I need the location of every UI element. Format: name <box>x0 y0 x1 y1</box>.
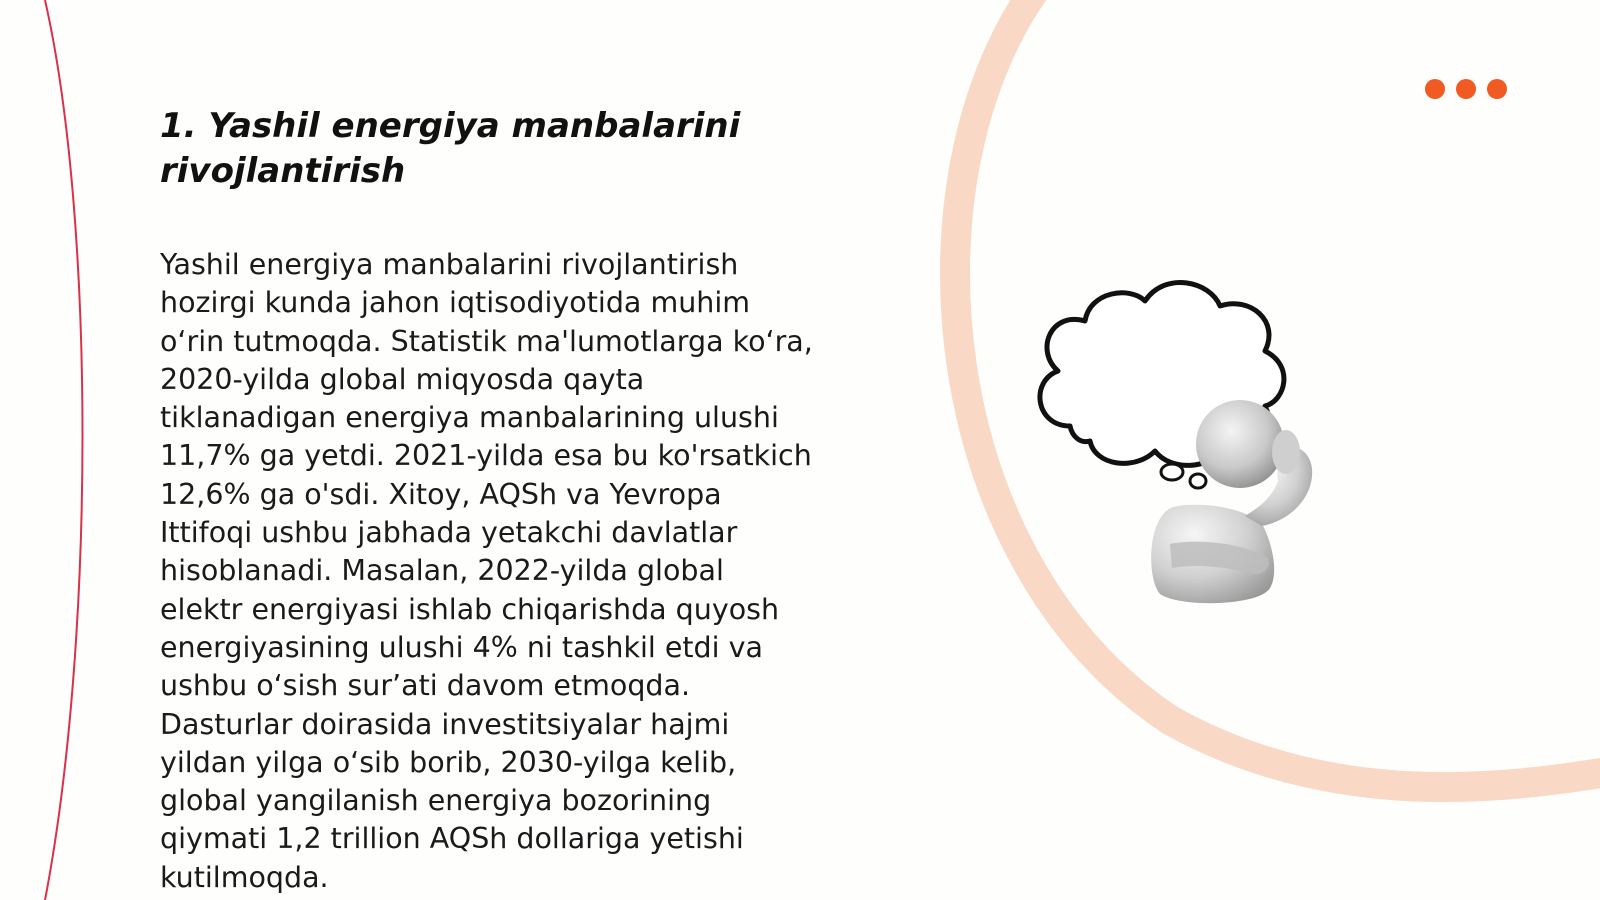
body-line: global yangilanish energiya bozorining <box>160 784 712 818</box>
body-line: Yashil energiya manbalarini rivojlantirish <box>160 248 739 281</box>
body-line: hisoblanadi. Masalan, 2022-yilda global <box>160 554 724 588</box>
slide-title <box>160 104 800 194</box>
body-line: Ittifoqi ushbu jabhada yetakchi davlatlar <box>160 516 738 550</box>
body-line: elektr energiyasi ishlab chiqarishda quyosh <box>160 592 780 626</box>
body-line: kutilmoqda. <box>160 860 329 894</box>
body-line: ushbu o‘sish sur’ati davom etmoqda. <box>160 669 691 703</box>
thinking-person-illustration <box>1030 276 1350 616</box>
dot-2 <box>1456 79 1476 99</box>
body-line: 2020-yilda global miqyosda qayta <box>160 362 645 396</box>
body-line: 11,7% ga yetdi. 2021-yilda esa bu ko'rsatkich <box>160 439 812 473</box>
body-line: tiklanadigan energiya manbalarining ulushi <box>160 401 779 435</box>
dot-1 <box>1425 79 1445 99</box>
body-line: qiymati 1,2 trillion AQSh dollariga yetishi <box>160 822 744 856</box>
more-dots-icon[interactable] <box>1425 79 1507 99</box>
left-edge-curve <box>45 0 83 900</box>
body-line: o‘rin tutmoqda. Statistik ma'lumotlarga ko‘ra, <box>160 324 813 358</box>
body-line: hozirgi kunda jahon iqtisodiyotida muhim <box>160 286 751 320</box>
body-line: 12,6% ga o'sdi. Xitoy, AQSh va Yevropa <box>160 477 722 511</box>
title-line-2: rivojlantirish <box>160 151 406 191</box>
dot-3 <box>1487 79 1507 99</box>
body-line: Dasturlar doirasida investitsiyalar hajmi <box>160 707 730 741</box>
title-line-1: 1. Yashil energiya manbalarini <box>160 106 741 146</box>
body-paragraph <box>160 246 840 897</box>
body-line: energiyasining ulushi 4% ni tashkil etdi va <box>160 630 763 664</box>
body-line: yildan yilga o‘sib borib, 2030-yilga kelib, <box>160 745 737 779</box>
